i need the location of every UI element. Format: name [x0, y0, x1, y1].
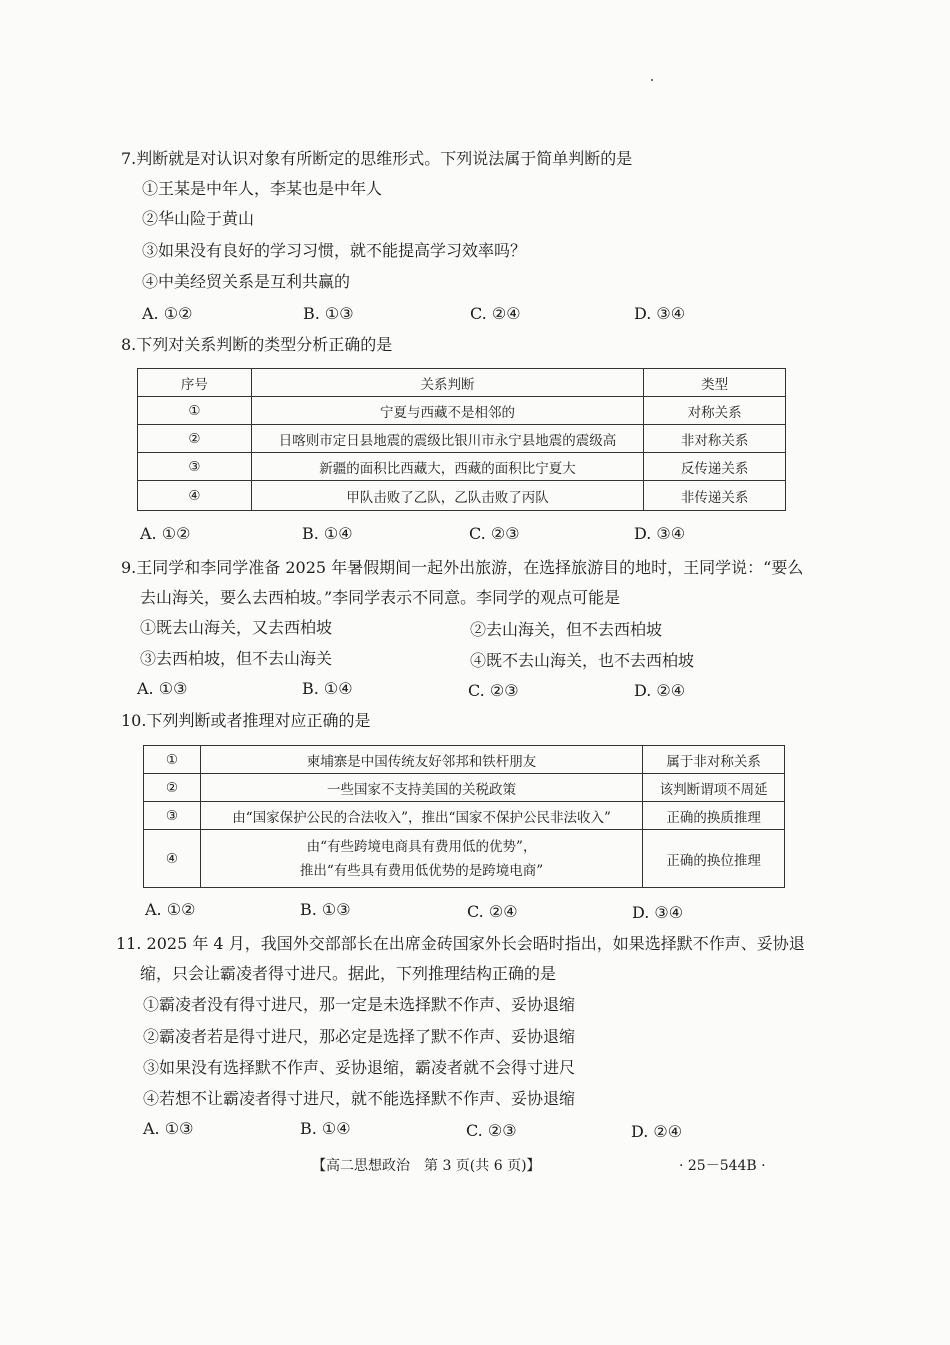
row-content: [200, 774, 642, 802]
q11-option-d: D. ②④: [631, 1122, 683, 1141]
row-no: ②: [144, 774, 201, 802]
row-content-line1: 一些国家不支持美国的关税政策: [327, 781, 517, 798]
q10-table: [143, 745, 785, 888]
row-content-line2: 推出“有些具有费用低优势的是跨境电商”: [299, 862, 544, 879]
q10-option-c: C. ②④: [467, 902, 518, 921]
q7-item-2: ②华山险于黄山: [142, 209, 255, 228]
q9-stem-line1: 9.王同学和李同学准备 2025 年暑假期间一起外出旅游，在选择旅游目的地时，王同学说：“要么: [121, 558, 804, 577]
row-judgment: 日喀则市定日县地震的震级比银川市永宁县地震的震级高: [251, 425, 643, 453]
row-content-line1: 由“有些跨境电商具有费用低的优势”，: [306, 838, 537, 855]
row-judgment: 宁夏与西藏不是相邻的: [251, 397, 643, 425]
q8-option-b: B. ①④: [302, 524, 353, 543]
row-judgment: 甲队击败了乙队，乙队击败了丙队: [251, 481, 643, 511]
q11-stem-line1: 11. 2025 年 4 月，我国外交部部长在出席金砖国家外长会晤时指出，如果选择默不作声、妥协退: [116, 934, 805, 953]
row-no: ①: [138, 397, 252, 425]
row-result: 正确的换质推理: [643, 802, 785, 830]
q8-stem: 8.下列对关系判断的类型分析正确的是: [121, 335, 393, 354]
row-type: 反传递关系: [644, 453, 786, 481]
q8-header-no: 序号: [138, 369, 252, 397]
q7-item-3: ③如果没有良好的学习习惯，就不能提高学习效率吗？: [142, 241, 527, 260]
table-row: [144, 746, 785, 774]
q9-item-4: ④既不去山海关，也不去西柏坡: [470, 651, 695, 670]
q8-table: [137, 368, 786, 511]
q8-option-c: C. ②③: [469, 524, 520, 543]
q8-header-judgment: 关系判断: [251, 369, 643, 397]
q9-item-3: ③去西柏坡，但不去山海关: [140, 649, 333, 668]
q11-stem-line2: 缩，只会让霸凌者得寸进尺。据此，下列推理结构正确的是: [140, 964, 557, 983]
row-result: 正确的换位推理: [643, 830, 785, 888]
q9-stem-line2: 去山海关，要么去西柏坡。”李同学表示不同意。李同学的观点可能是: [140, 588, 621, 607]
q11-item-4: ④若想不让霸凌者得寸进尺，就不能选择默不作声、妥协退缩: [143, 1089, 576, 1108]
q11-item-2: ②霸凌者若是得寸进尺，那必定是选择了默不作声、妥协退缩: [143, 1027, 576, 1046]
row-content: [200, 830, 642, 888]
q11-option-c: C. ②③: [466, 1121, 517, 1140]
q7-option-d: D. ③④: [634, 304, 686, 323]
row-result: 该判断谓项不周延: [643, 774, 785, 802]
row-result: 属于非对称关系: [643, 746, 785, 774]
q10-option-a: A. ①②: [145, 900, 196, 919]
row-no: ③: [138, 453, 252, 481]
table-row: [138, 453, 786, 481]
q7-item-4: ④中美经贸关系是互利共赢的: [142, 272, 351, 291]
q7-stem: 7.判断就是对认识对象有所断定的思维形式。下列说法属于简单判断的是: [121, 149, 633, 168]
q7-item-1: ①王某是中年人，李某也是中年人: [142, 179, 383, 198]
q9-option-d: D. ②④: [634, 681, 686, 700]
q9-option-b: B. ①④: [302, 679, 353, 698]
q10-option-d: D. ③④: [632, 903, 684, 922]
q10-option-b: B. ①③: [300, 900, 351, 919]
row-content: [200, 746, 642, 774]
row-content-line1: 由“国家保护公民的合法收入”，推出“国家不保护公民非法收入”: [232, 809, 611, 826]
row-type: 非对称关系: [644, 425, 786, 453]
q9-option-c: C. ②③: [468, 681, 519, 700]
q9-item-1: ①既去山海关，又去西柏坡: [140, 618, 333, 637]
row-type: 非传递关系: [644, 481, 786, 511]
row-no: ③: [144, 802, 201, 830]
row-content-line1: 柬埔寨是中国传统友好邻邦和铁杆朋友: [306, 753, 537, 770]
scan-speck: [651, 79, 653, 81]
q11-item-3: ③如果没有选择默不作声、妥协退缩，霸凌者就不会得寸进尺: [143, 1058, 576, 1077]
q8-header-type: 类型: [644, 369, 786, 397]
q10-stem: 10.下列判断或者推理对应正确的是: [121, 711, 371, 730]
table-row: [138, 425, 786, 453]
q8-option-d: D. ③④: [634, 524, 686, 543]
q8-option-a: A. ①②: [140, 524, 191, 543]
row-no: ④: [144, 830, 201, 888]
table-row: [144, 774, 785, 802]
row-no: ④: [138, 481, 252, 511]
row-no: ②: [138, 425, 252, 453]
row-judgment: 新疆的面积比西藏大，西藏的面积比宁夏大: [251, 453, 643, 481]
q7-option-c: C. ②④: [470, 304, 521, 323]
q7-option-b: B. ①③: [303, 304, 354, 323]
table-row: [144, 802, 785, 830]
q9-item-2: ②去山海关，但不去西柏坡: [470, 620, 663, 639]
table-row: [138, 481, 786, 511]
q7-option-a: A. ①②: [142, 304, 193, 323]
q11-option-b: B. ①④: [300, 1119, 351, 1138]
table-row: [144, 830, 785, 888]
row-type: 对称关系: [644, 397, 786, 425]
q11-item-1: ①霸凌者没有得寸进尺，那一定是未选择默不作声、妥协退缩: [143, 995, 576, 1014]
q9-option-a: A. ①③: [137, 679, 188, 698]
row-no: ①: [144, 746, 201, 774]
page-footer-code: · 25－544B ·: [679, 1158, 766, 1174]
page-footer-info: 【高二思想政治 第 3 页(共 6 页)】: [312, 1158, 541, 1174]
table-row: [138, 397, 786, 425]
row-content: [200, 802, 642, 830]
q11-option-a: A. ①③: [143, 1119, 194, 1138]
